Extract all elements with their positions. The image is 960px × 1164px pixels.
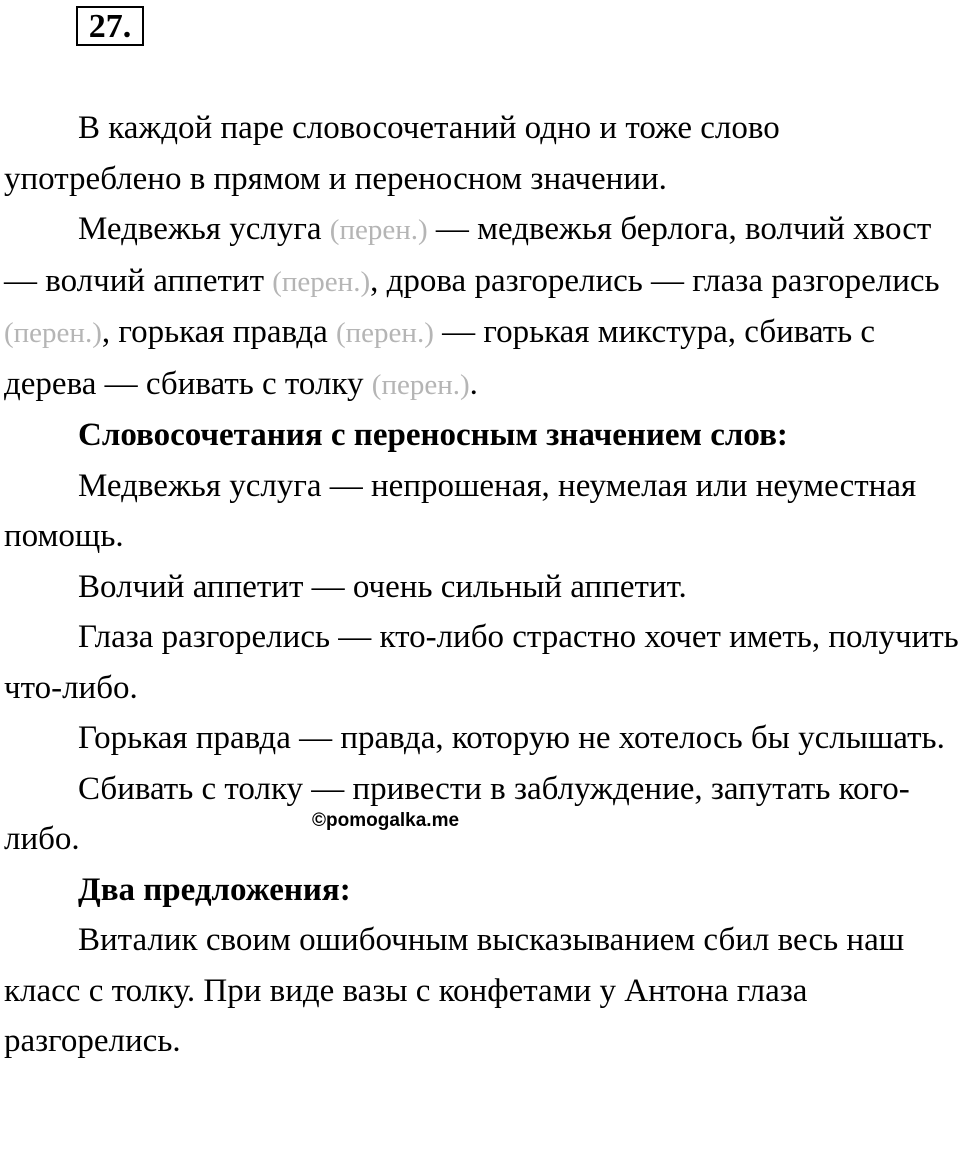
meaning-paragraph: Горькая правда — правда, которую не хотелось бы услышать. [78,720,945,756]
pairs-paragraph [4,204,960,410]
pairs-text-1: Медвежья услуга [78,211,330,247]
figurative-note: (перен.) [329,214,428,246]
sentences-paragraph: Виталик своим ошибочным высказыванием сбил весь наш класс с толку. При виде вазы с конфетами у Антона глаза разгорелись. [4,922,905,1059]
task-number: 27. [88,8,132,45]
figurative-heading: Словосочетания с переносным значением слов: [78,417,788,453]
figurative-note: (перен.) [336,317,434,349]
figurative-note: (перен.) [4,317,102,349]
pairs-text-5: — горькая микстура, сбивать с дерева — сбивать с толку [4,314,876,402]
pairs-text-2: — медвежья берлога, волчий хвост — волчий аппетит [4,211,932,299]
pairs-text-6: . [469,365,478,402]
pairs-text-4: , горькая правда [101,314,336,350]
sentences-heading: Два предложения: [78,871,351,908]
task-number-box [76,6,144,46]
intro-paragraph: В каждой паре словосочетаний одно и тоже слово употреблено в прямом и переносном значении. [4,110,780,197]
solution-text [4,103,960,1067]
meaning-paragraph: Глаза разгорелись — кто-либо страстно хочет иметь, получить что-либо. [4,619,959,706]
meaning-paragraph: Медвежья услуга — непрошеная, неумелая или неуместная помощь. [4,467,917,554]
watermark: ©pomogalka.me [312,810,460,831]
pairs-text-3: , дрова разгорелись — глаза разгорелись [370,262,940,299]
figurative-note: (перен.) [371,368,470,401]
meaning-paragraph: Волчий аппетит — очень сильный аппетит. [78,568,687,605]
meaning-paragraph: Сбивать с толку — привести в заблуждение, запутать кого-либо. [4,770,910,857]
figurative-note: (перен.) [272,265,371,298]
